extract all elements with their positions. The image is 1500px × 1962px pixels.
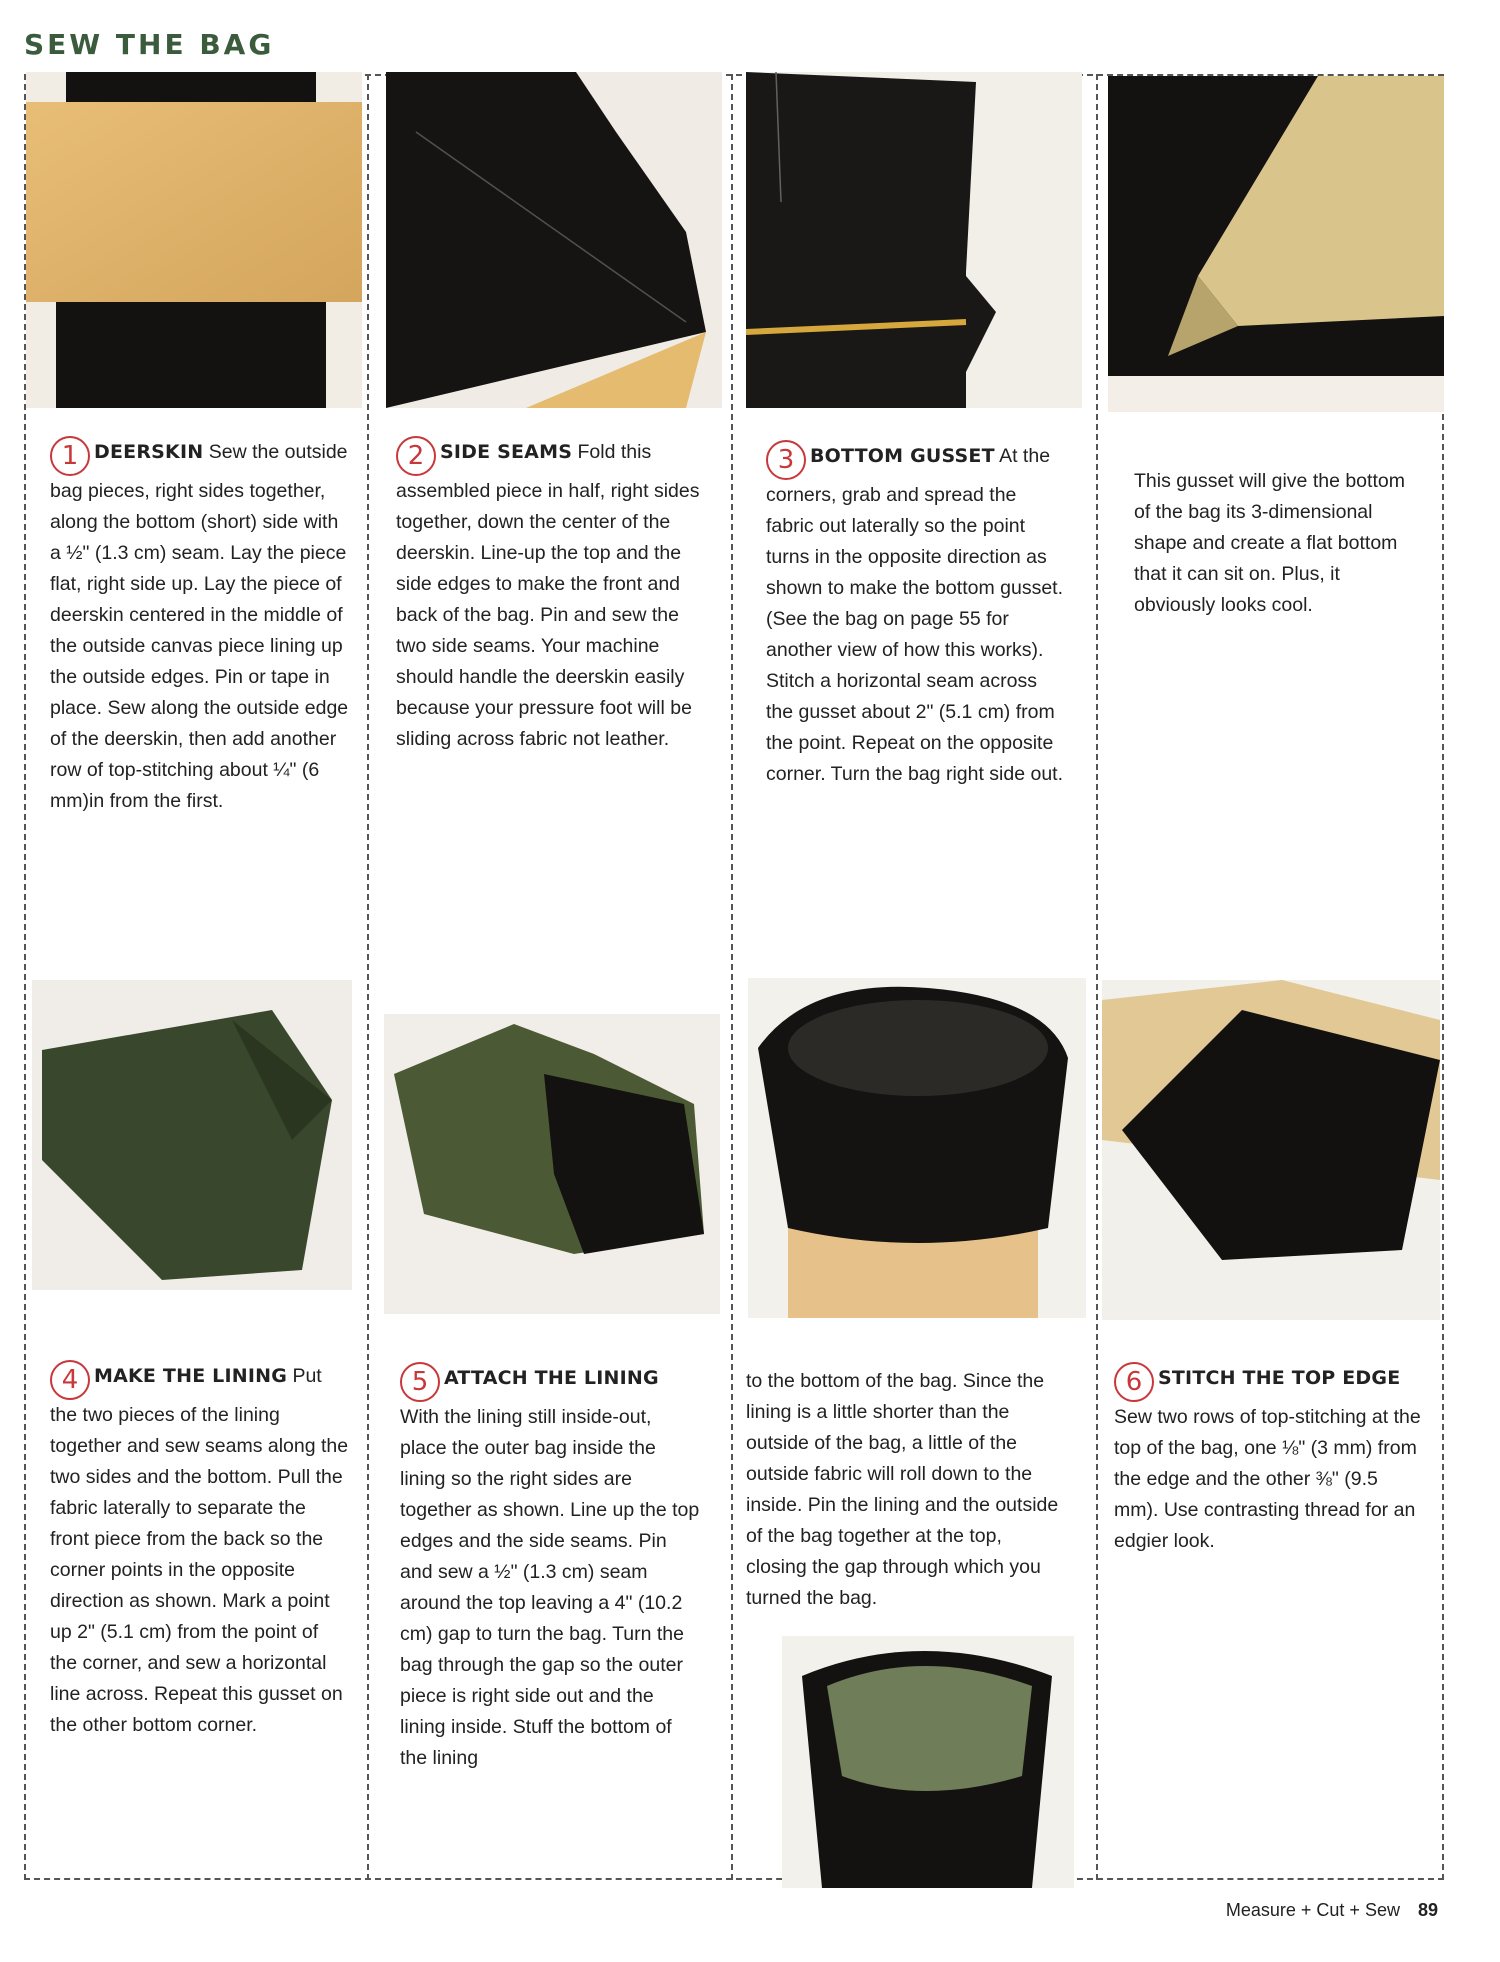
step-body: At the corners, grab and spread the fabric out laterally so the point turns in the opposite direction as shown to make the bottom gusset. (See the bag on page 55 for another view of how this works). Stitch a horizontal seam across the gusset about 2" (5.1 cm) from the point. Repeat on the opposite corner. Turn the bag right side out. (766, 445, 1064, 785)
step-number-6: 6 (1114, 1362, 1154, 1402)
step-3-continued (1134, 466, 1424, 621)
photo-bottom-gusset (746, 72, 1082, 408)
photo-bag-with-lining (748, 978, 1086, 1318)
page-number: 89 (1417, 1900, 1438, 1920)
column-divider (367, 74, 369, 1880)
step-heading: MAKE THE LINING (94, 1365, 288, 1387)
step-number-5: 5 (400, 1362, 440, 1402)
step-number-3: 3 (766, 440, 806, 480)
step-4 (50, 1360, 350, 1741)
step-heading: SIDE SEAMS (440, 441, 573, 463)
step-heading: ATTACH THE LINING (444, 1367, 659, 1389)
step-3 (766, 440, 1066, 790)
book-title: Measure + Cut + Sew (1225, 1900, 1400, 1920)
step-body: With the lining still inside-out, place the outer bag inside the lining so the right sides are together as shown. Line up the top edges and the side seams. Pin and sew a ½" (1.3 cm) seam around the top leaving a 4" (10.2 cm) gap to turn the bag. Turn the bag through the gap so the outer piece is right side out and the lining inside. Stuff the bottom of the lining (400, 1406, 700, 1769)
step-body: Put the two pieces of the lining together and sew seams along the two sides and the bottom. Pull the fabric laterally to separate the front piece from the back so the corner points in the opposite direction as shown. Mark a point up 2" (5.1 cm) from the point of the corner, and sew a horizontal line across. Repeat this gusset on the other bottom corner. (50, 1365, 349, 1736)
page-title: SEW THE BAG (24, 28, 275, 61)
step-6 (1114, 1362, 1424, 1557)
photo-lining-sewn (32, 980, 352, 1290)
photo-finished-gusset (1108, 76, 1444, 412)
step-number-4: 4 (50, 1360, 90, 1400)
step-heading: BOTTOM GUSSET (810, 445, 995, 467)
step-body: This gusset will give the bottom of the bag its 3-dimensional shape and create a flat bottom that it can sit on. Plus, it obviously looks cool. (1134, 470, 1405, 616)
step-body: Sew two rows of top-stitching at the top of the bag, one ⅛" (3 mm) from the edge and the other ⅜" (9.5 mm). Use contrasting thread for an edgier look. (1114, 1406, 1421, 1552)
photo-lining-attached (384, 1014, 720, 1314)
step-5 (400, 1362, 700, 1774)
step-1 (50, 436, 350, 817)
step-number-2: 2 (396, 436, 436, 476)
photo-side-seams (386, 72, 722, 408)
step-2 (396, 436, 708, 755)
step-body: Fold this assembled piece in half, right sides together, down the center of the deerskin. Line-up the top and the side edges to make the front and back of the bag. Pin and sew the two side seams. Your machine should handle the deerskin easily because your pressure foot will be sliding across fabric not leather. (396, 441, 700, 750)
photo-deerskin-on-canvas (26, 72, 362, 408)
step-5-continued (746, 1366, 1062, 1614)
step-heading: DEERSKIN (94, 441, 204, 463)
page-footer (1226, 1900, 1438, 1921)
step-body: to the bottom of the bag. Since the lining is a little shorter than the outside of the bag, a little of the outside fabric will roll down to the inside. Pin the lining and the outside of the bag together at the top, closing the gap through which you turned the bag. (746, 1370, 1059, 1609)
photo-finished-bag (1102, 980, 1440, 1320)
column-divider (731, 74, 733, 1880)
photo-top-edge-stitched (782, 1636, 1074, 1888)
step-body: Sew the outside bag pieces, right sides together, along the bottom (short) side with a ½" (1.3 cm) seam. Lay the piece flat, right side up. Lay the piece of deerskin centered in the middle of the outside canvas piece lining up the outside edges. Pin or tape in place. Sew along the outside edge of the deerskin, then add another row of top-stitching about ¼" (6 mm)in from the first. (50, 441, 349, 812)
step-number-1: 1 (50, 436, 90, 476)
column-divider (1096, 74, 1098, 1880)
step-heading: STITCH THE TOP EDGE (1158, 1367, 1401, 1389)
